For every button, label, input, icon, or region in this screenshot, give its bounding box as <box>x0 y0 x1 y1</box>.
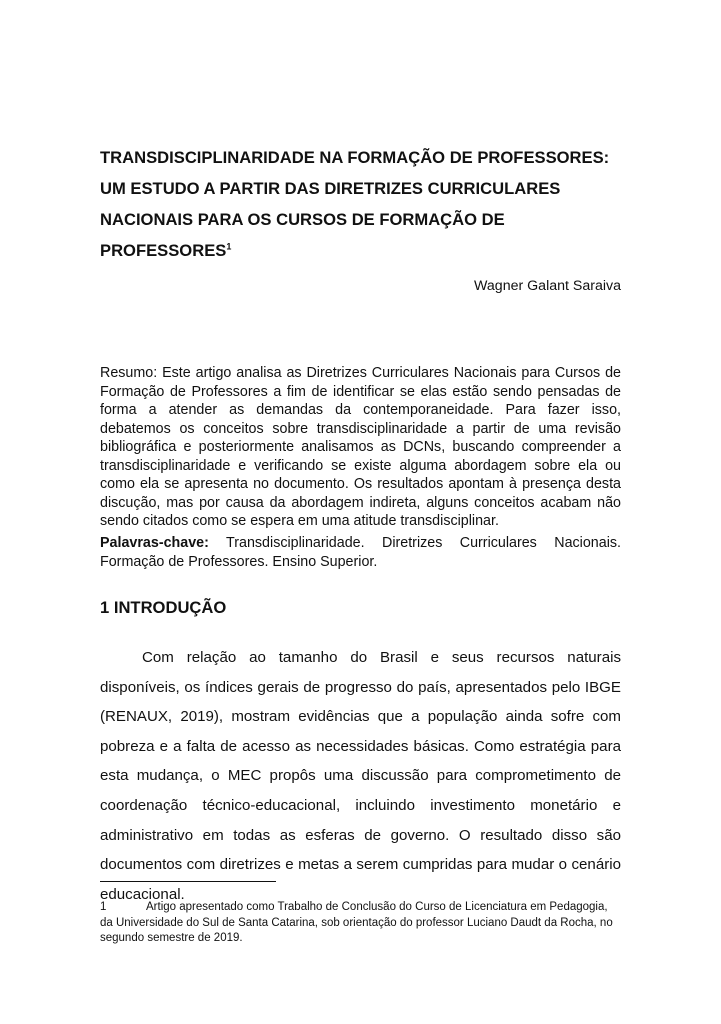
footnote <box>100 900 621 947</box>
abstract: Resumo: Este artigo analisa as Diretrizes Curriculares Nacionais para Cursos de Formação de Professores a fim de identificar se elas estão sendo pensadas de forma a atender as demandas da contemporaneidade. Para fazer isso, debatemos os conceitos sobre transdisciplinaridade a partir de uma revisão bibliográfica e posteriormente analisamos as DCNs, buscando compreender a transdisciplinaridade e verificando se existe alguma abordagem sobre ela ou como ela se apresenta no documento. Os resultados apontam à presença desta discução, mas por causa da abordagem indireta, alguns conceitos acabam não sendo citados como se espera em uma atitude transdisciplinar. <box>100 365 621 529</box>
keywords <box>100 534 621 571</box>
title-footnote-marker: 1 <box>226 241 232 252</box>
footnote-divider <box>100 881 276 882</box>
keywords-text: Transdisciplinaridade. Diretrizes Curriculares Nacionais. Formação de Professores. Ensino Superior. <box>100 535 621 570</box>
footnote-text: Artigo apresentado como Trabalho de Conclusão do Curso de Licenciatura em Pedagogia, da Universidade do Sul de Santa Catarina, sob orientação do professor Luciano Daudt da Rocha, no segundo semestre de 2019. <box>100 901 613 944</box>
paper-title <box>100 142 620 266</box>
author-name: Wagner Galant Saraiva <box>474 278 621 294</box>
paper-title-text: TRANSDISCIPLINARIDADE NA FORMAÇÃO DE PROFESSORES: UM ESTUDO A PARTIR DAS DIRETRIZES CURRICULARES NACIONAIS PARA OS CURSOS DE FORMAÇÃO DE PROFESSORES <box>100 148 610 260</box>
keywords-label: Palavras-chave: <box>100 535 209 551</box>
section-heading: 1 INTRODUÇÃO <box>100 598 227 617</box>
introduction-paragraph: Com relação ao tamanho do Brasil e seus recursos naturais disponíveis, os índices gerais de progresso do país, apresentados pelo IBGE (RENAUX, 2019), mostram evidências que a população ainda sofre com pobreza e a falta de acesso as necessidades básicas. Como estratégia para esta mudança, o MEC propôs uma discussão para comprometimento de coordenação técnico-educacional, incluindo investimento monetário e administrativo em todas as esferas de governo. O resultado disso são documentos com diretrizes e metas a serem cumpridas para mudar o cenário educacional. <box>100 649 621 903</box>
footnote-number: 1 <box>100 901 107 913</box>
